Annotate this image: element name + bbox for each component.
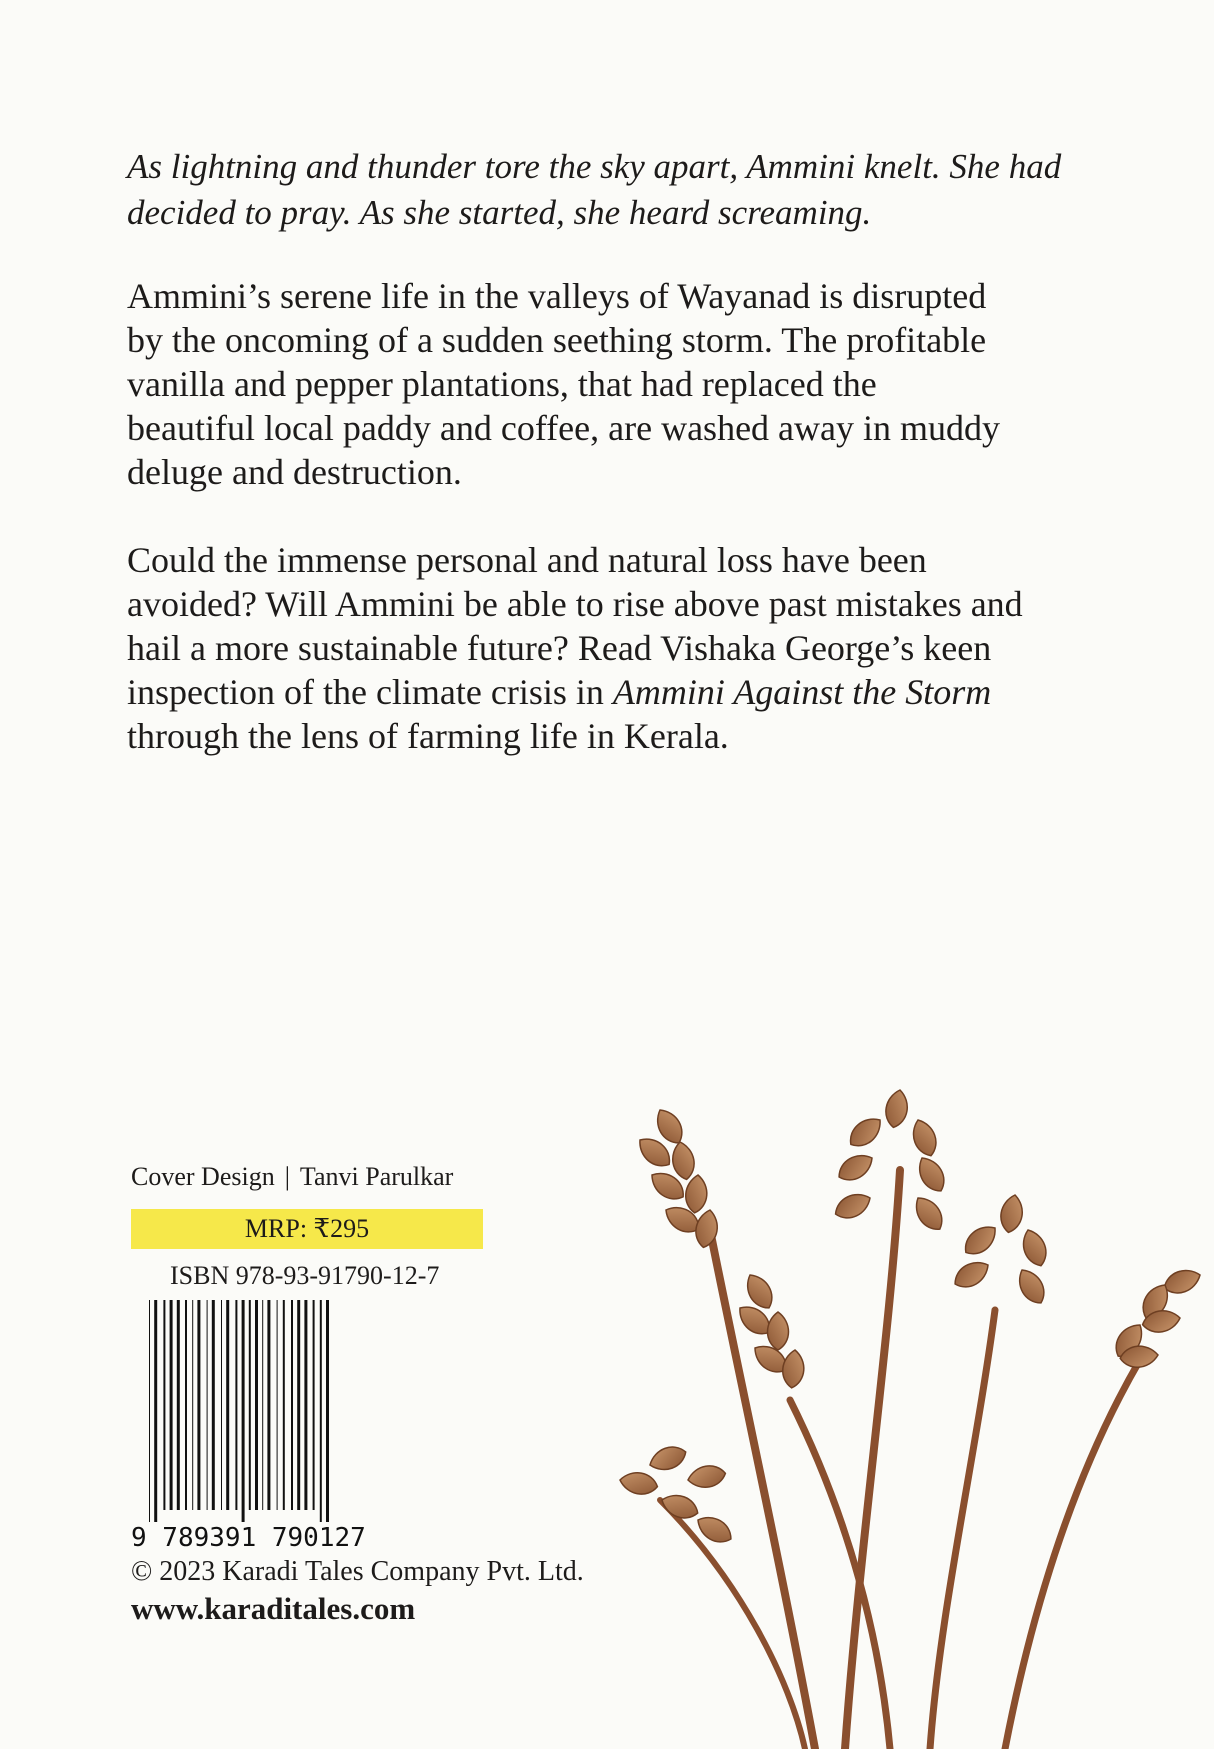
barcode-bar [249,1300,251,1510]
wheat-stalks-illustration [600,1080,1214,1749]
barcode-bar [283,1300,285,1510]
blurb-paragraph-1 [127,274,1167,494]
blurb-line: beautiful local paddy and coffee, are washed away in muddy [127,408,1000,448]
blurb-line: inspection of the climate crisis in [127,672,613,712]
barcode-bar [326,1300,329,1522]
copyright-notice: © 2023 Karadi Tales Company Pvt. Ltd. [131,1556,584,1587]
barcode-bar [192,1300,193,1510]
barcode-bar [313,1300,315,1510]
blurb-line: deluge and destruction. [127,452,462,492]
barcode-bar [291,1300,293,1510]
barcode-bar [149,1300,150,1522]
barcode-bar [154,1300,157,1522]
barcode-bar [207,1300,208,1510]
price-label: MRP: ₹295 [244,1214,370,1243]
isbn-label: ISBN 978-93-91790-12-7 [170,1261,440,1290]
barcode-bar [226,1300,229,1510]
credit-separator: | [284,1162,290,1191]
barcode-bar [177,1300,180,1510]
barcode [131,1300,471,1550]
blurb-line: by the oncoming of a sudden seething storm. The profitable [127,320,987,360]
barcode-bar [212,1300,215,1510]
barcode-bar [235,1300,237,1510]
barcode-bar [277,1300,278,1510]
barcode-bar [197,1300,200,1510]
blurb-line: Could the immense personal and natural loss have been [127,540,927,580]
credit-label: Cover Design [131,1162,275,1191]
blurb-line: Ammini’s serene life in the valleys of Wayanad is disrupted [127,276,987,316]
barcode-bar [304,1300,307,1510]
book-title: Ammini Against the Storm [612,672,992,712]
barcode-bar [267,1300,270,1510]
barcode-bar [163,1300,165,1510]
cover-design-credit [131,1160,453,1194]
tagline [127,144,1127,236]
credit-name: Tanvi Parulkar [299,1162,454,1191]
blurb-paragraph-2 [127,538,1167,758]
barcode-digits: 9 789391 790127 [131,1523,366,1550]
blurb-line: through the lens of farming life in Kerala. [127,716,729,756]
barcode-bar [242,1300,245,1522]
tagline-line-2: decided to pray. As she started, she heard screaming. [127,193,872,232]
blurb-line: hail a more sustainable future? Read Vishaka George’s keen [127,628,992,668]
barcode-bar [320,1300,322,1522]
barcode-bar [297,1300,300,1510]
barcode-bar [170,1300,173,1510]
barcode-bar [185,1300,187,1510]
blurb-line: vanilla and pepper plantations, that had replaced the [127,364,877,404]
barcode-bar [221,1300,222,1510]
price-tag [131,1209,483,1249]
website-link[interactable]: www.karaditales.com [131,1591,416,1626]
barcode-bar [255,1300,258,1510]
barcode-bar [262,1300,263,1510]
blurb-line: avoided? Will Ammini be able to rise above past mistakes and [127,584,1023,624]
tagline-line-1: As lightning and thunder tore the sky apart, Ammini knelt. She had [127,147,1062,186]
